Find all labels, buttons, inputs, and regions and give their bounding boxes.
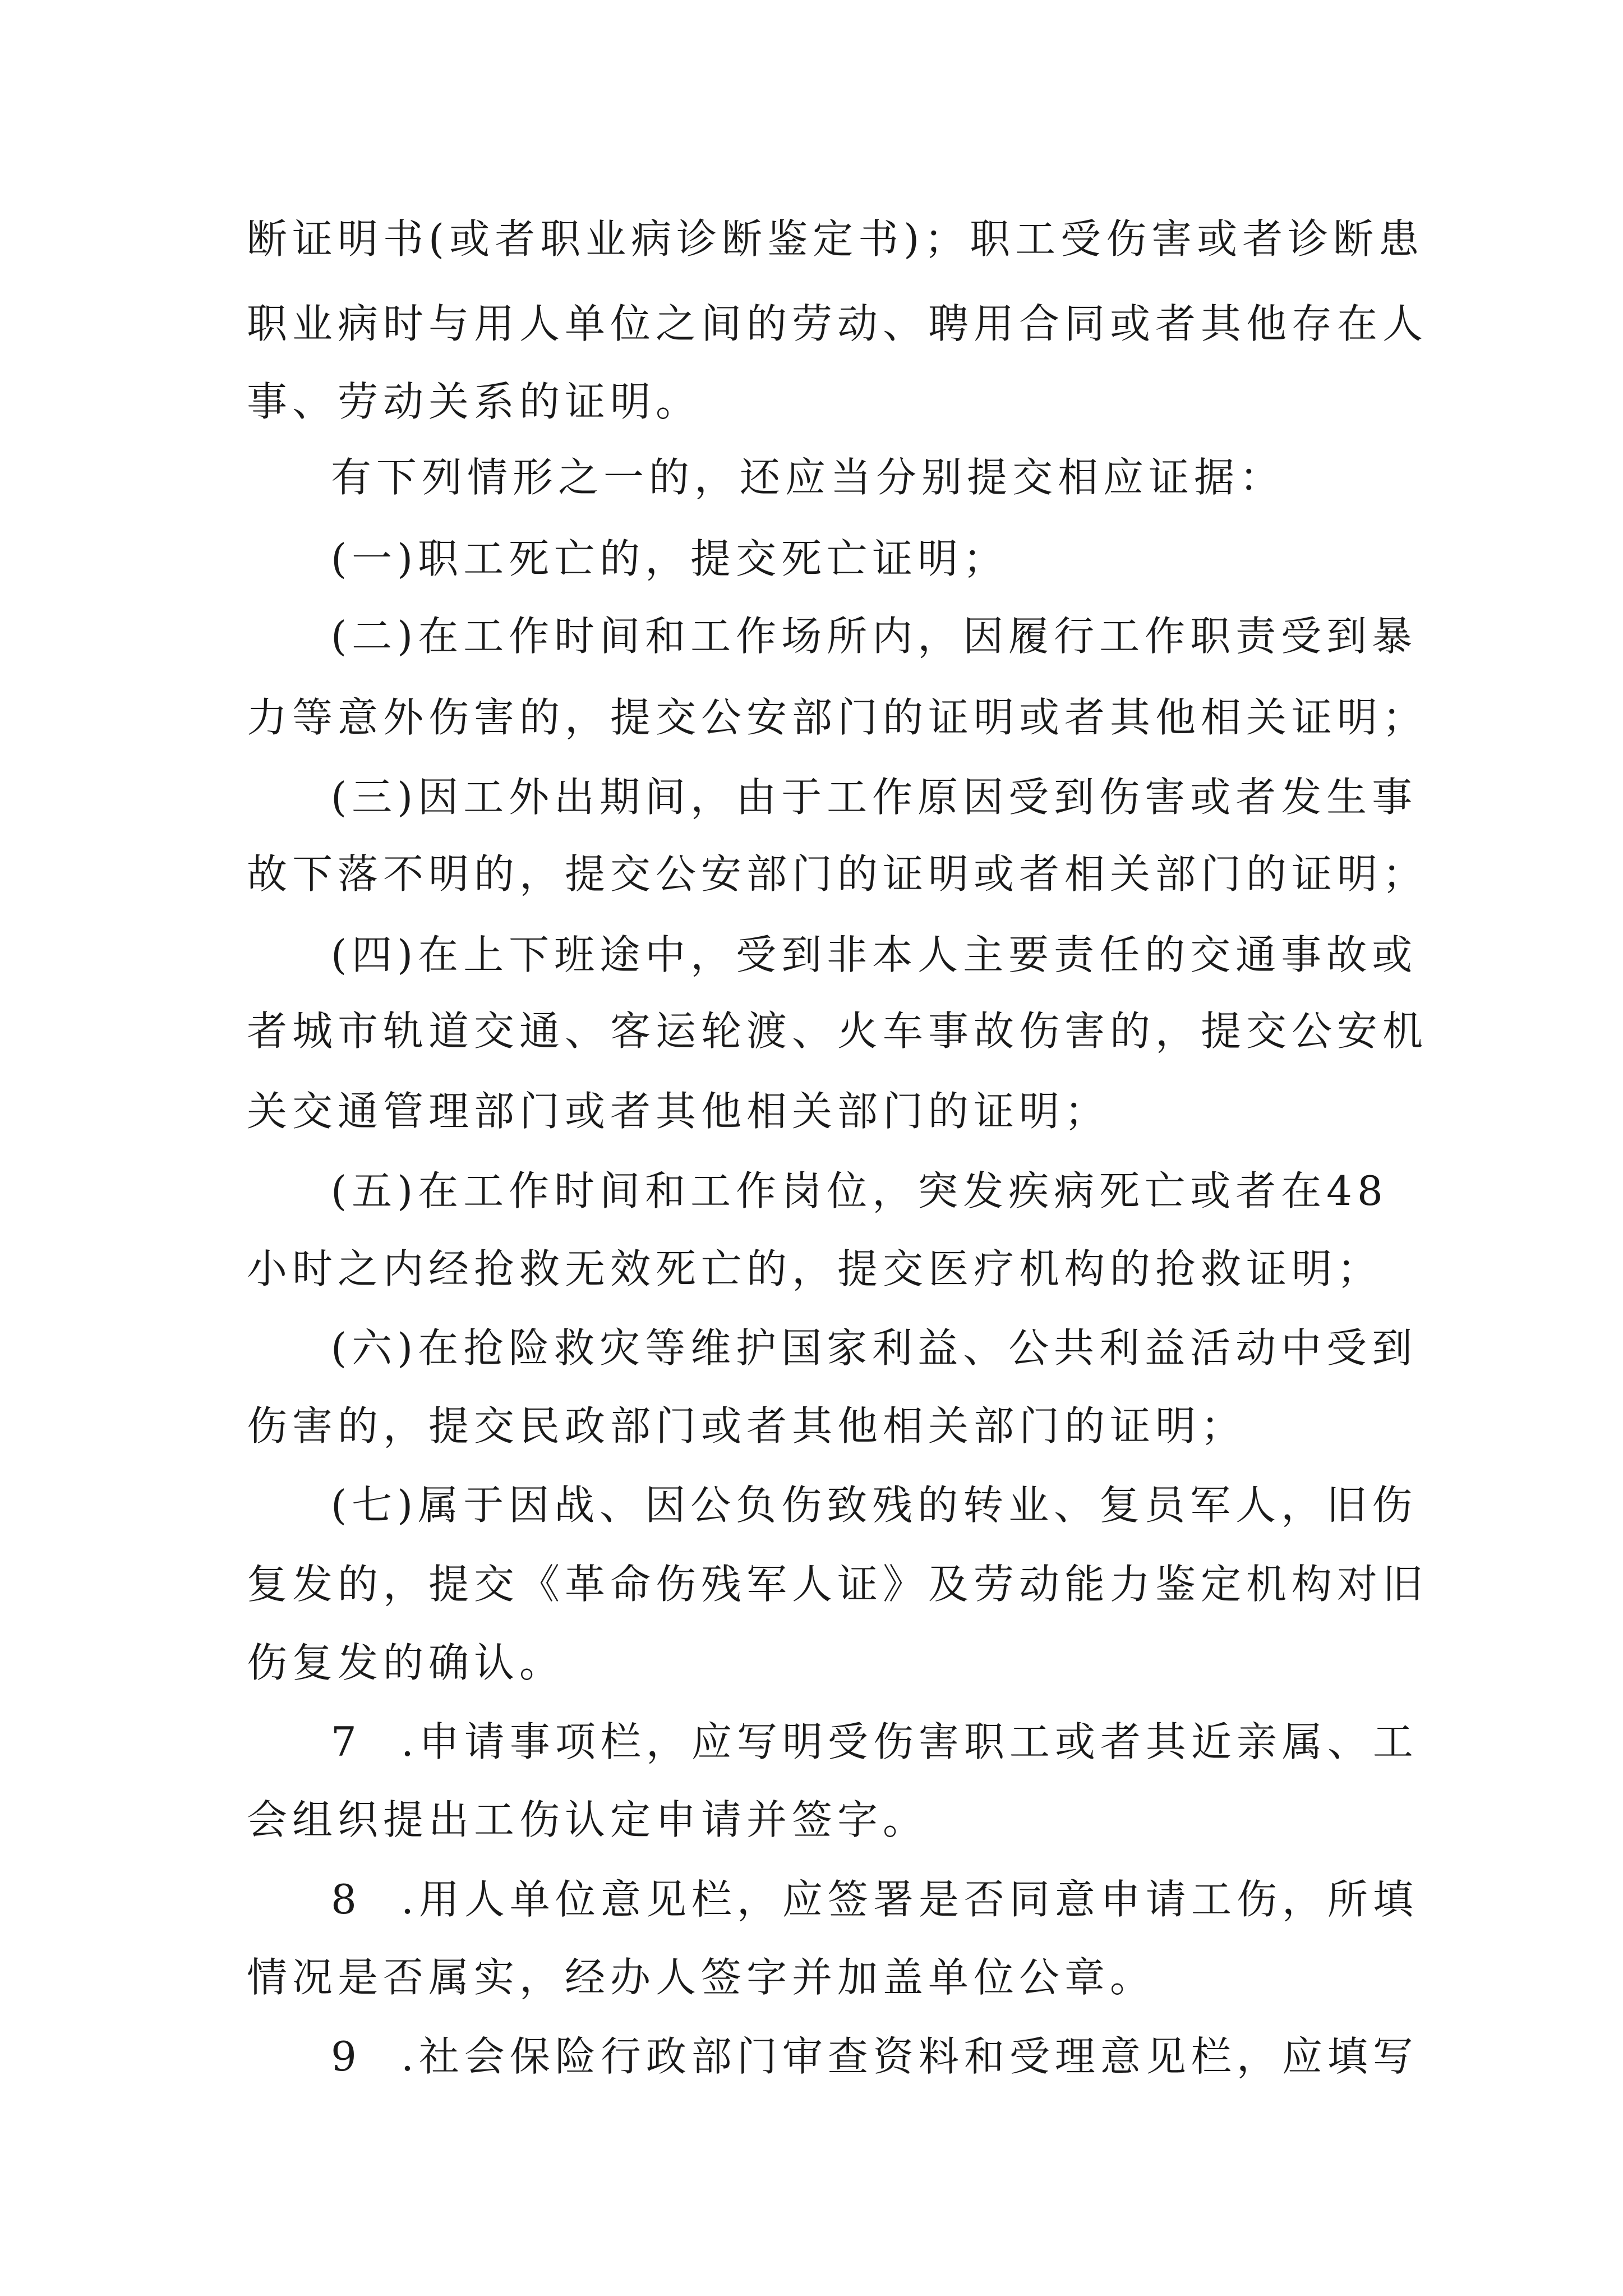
list-number: 8	[331, 1876, 362, 1923]
text-line: (一)职工死亡的，提交死亡证明；	[331, 535, 1009, 582]
text-line: 者城市轨道交通、客运轮渡、火车事故伤害的，提交公安机	[247, 1007, 1428, 1055]
list-number: 9	[331, 2033, 362, 2080]
text-line: 职业病时与用人单位之间的劳动、聘用合同或者其他存在人	[247, 300, 1428, 347]
list-item-7	[331, 1718, 1418, 1765]
text-line: (六)在抢险救灾等维护国家利益、公共利益活动中受到	[331, 1324, 1418, 1372]
list-text: .申请事项栏，应写明受伤害职工或者其近亲属、工	[401, 1718, 1418, 1765]
text-line: (二)在工作时间和工作场所内，因履行工作职责受到暴	[331, 613, 1418, 660]
text-line: 力等意外伤害的，提交公安部门的证明或者其他相关证明；	[247, 694, 1428, 741]
text-line: 伤复发的确认。	[247, 1639, 565, 1686]
text-line: (三)因工外出期间，由于工作原因受到伤害或者发生事	[331, 774, 1418, 821]
text-line: 情况是否属实，经办人签字并加盖单位公章。	[247, 1954, 1156, 2001]
text-line: 断证明书(或者职业病诊断鉴定书)；职工受伤害或者诊断患	[247, 215, 1424, 263]
list-item-8	[331, 1876, 1418, 1923]
text-line: (四)在上下班途中，受到非本人主要责任的交通事故或	[331, 931, 1418, 978]
text-line: (五)在工作时间和工作岗位，突发疾病死亡或者在48	[331, 1167, 1388, 1214]
text-line: 会组织提出工伤认定申请并签字。	[247, 1796, 929, 1843]
text-line: 关交通管理部门或者其他相关部门的证明；	[247, 1088, 1110, 1135]
text-line: (七)属于因战、因公负伤致残的转业、复员军人，旧伤	[331, 1481, 1418, 1529]
list-text: .用人单位意见栏，应签署是否同意申请工伤，所填	[401, 1876, 1418, 1923]
text-line: 事、劳动关系的证明。	[247, 378, 702, 425]
text-line: 复发的，提交《革命伤残军人证》及劳动能力鉴定机构对旧	[247, 1561, 1428, 1608]
list-text: .社会保险行政部门审查资料和受理意见栏，应填写	[401, 2033, 1418, 2080]
list-number: 7	[331, 1718, 362, 1765]
text-line: 故下落不明的，提交公安部门的证明或者相关部门的证明；	[247, 850, 1428, 898]
text-line: 小时之内经抢救无效死亡的，提交医疗机构的抢救证明；	[247, 1245, 1383, 1292]
text-line: 伤害的，提交民政部门或者其他相关部门的证明；	[247, 1402, 1247, 1450]
list-item-9	[331, 2033, 1418, 2080]
text-line: 有下列情形之一的，还应当分别提交相应证据：	[331, 454, 1285, 501]
